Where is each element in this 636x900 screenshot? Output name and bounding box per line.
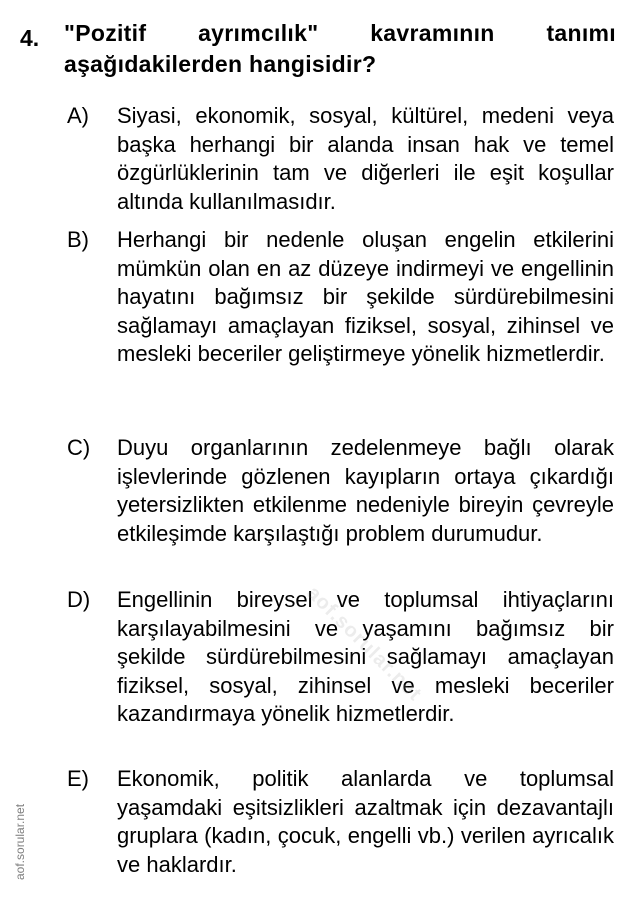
watermark: aof.sorular.net: [302, 582, 427, 706]
option-text: Duyu organlarının zedelenmeye bağlı olarak işlevlerinde gözlenen kayıpların ortaya çıkardığı yetersizlikten etkilenme nedeniyle bireyin çevreyle etkileşimde karşılaştığı problem durumudur.: [117, 435, 614, 546]
side-watermark: aof.sorular.net: [13, 803, 27, 880]
option-letter: E): [67, 766, 89, 791]
question-text: "Pozitif ayrımcılık" kavramının tanımı aşağıdakilerden hangisidir?: [64, 20, 616, 77]
option-text: Siyasi, ekonomik, sosyal, kültürel, medeni veya başka herhangi bir alanda insan hak ve temel özgürlüklerinin tam ve diğerleri ile eşit koşullar altında kullanılmasıdır.: [117, 103, 614, 214]
option-letter: B): [67, 227, 89, 252]
question-number: 4.: [20, 25, 40, 51]
option-text: Herhangi bir nedenle oluşan engelin etkilerini mümkün olan en az düzeye indirmeyi ve engellinin hayatını bağımsız bir şekilde sürdürebilmesini sağlamayı amaçlayan fiziksel, sosyal, zihinsel ve mesleki beceriler geliştirmeye yönelik hizmetlerdir.: [117, 227, 614, 366]
option-letter: D): [67, 587, 91, 612]
option-letter: A): [67, 103, 89, 128]
option-text: Engellinin bireysel ve toplumsal ihtiyaçlarını karşılayabilmesini ve yaşamını bağımsız bir şekilde sürdürebilmesini sağlamayı amaçlayan fiziksel, sosyal, zihinsel ve mesleki beceriler kazandırmaya yönelik hizmetlerdir.: [117, 587, 614, 726]
option-letter: C): [67, 435, 91, 460]
option-text: Ekonomik, politik alanlarda ve toplumsal yaşamdaki eşitsizlikleri azaltmak için dezavantajlı gruplara (kadın, çocuk, engelli vb.) verilen ayrıcalık ve haklardır.: [117, 766, 614, 877]
